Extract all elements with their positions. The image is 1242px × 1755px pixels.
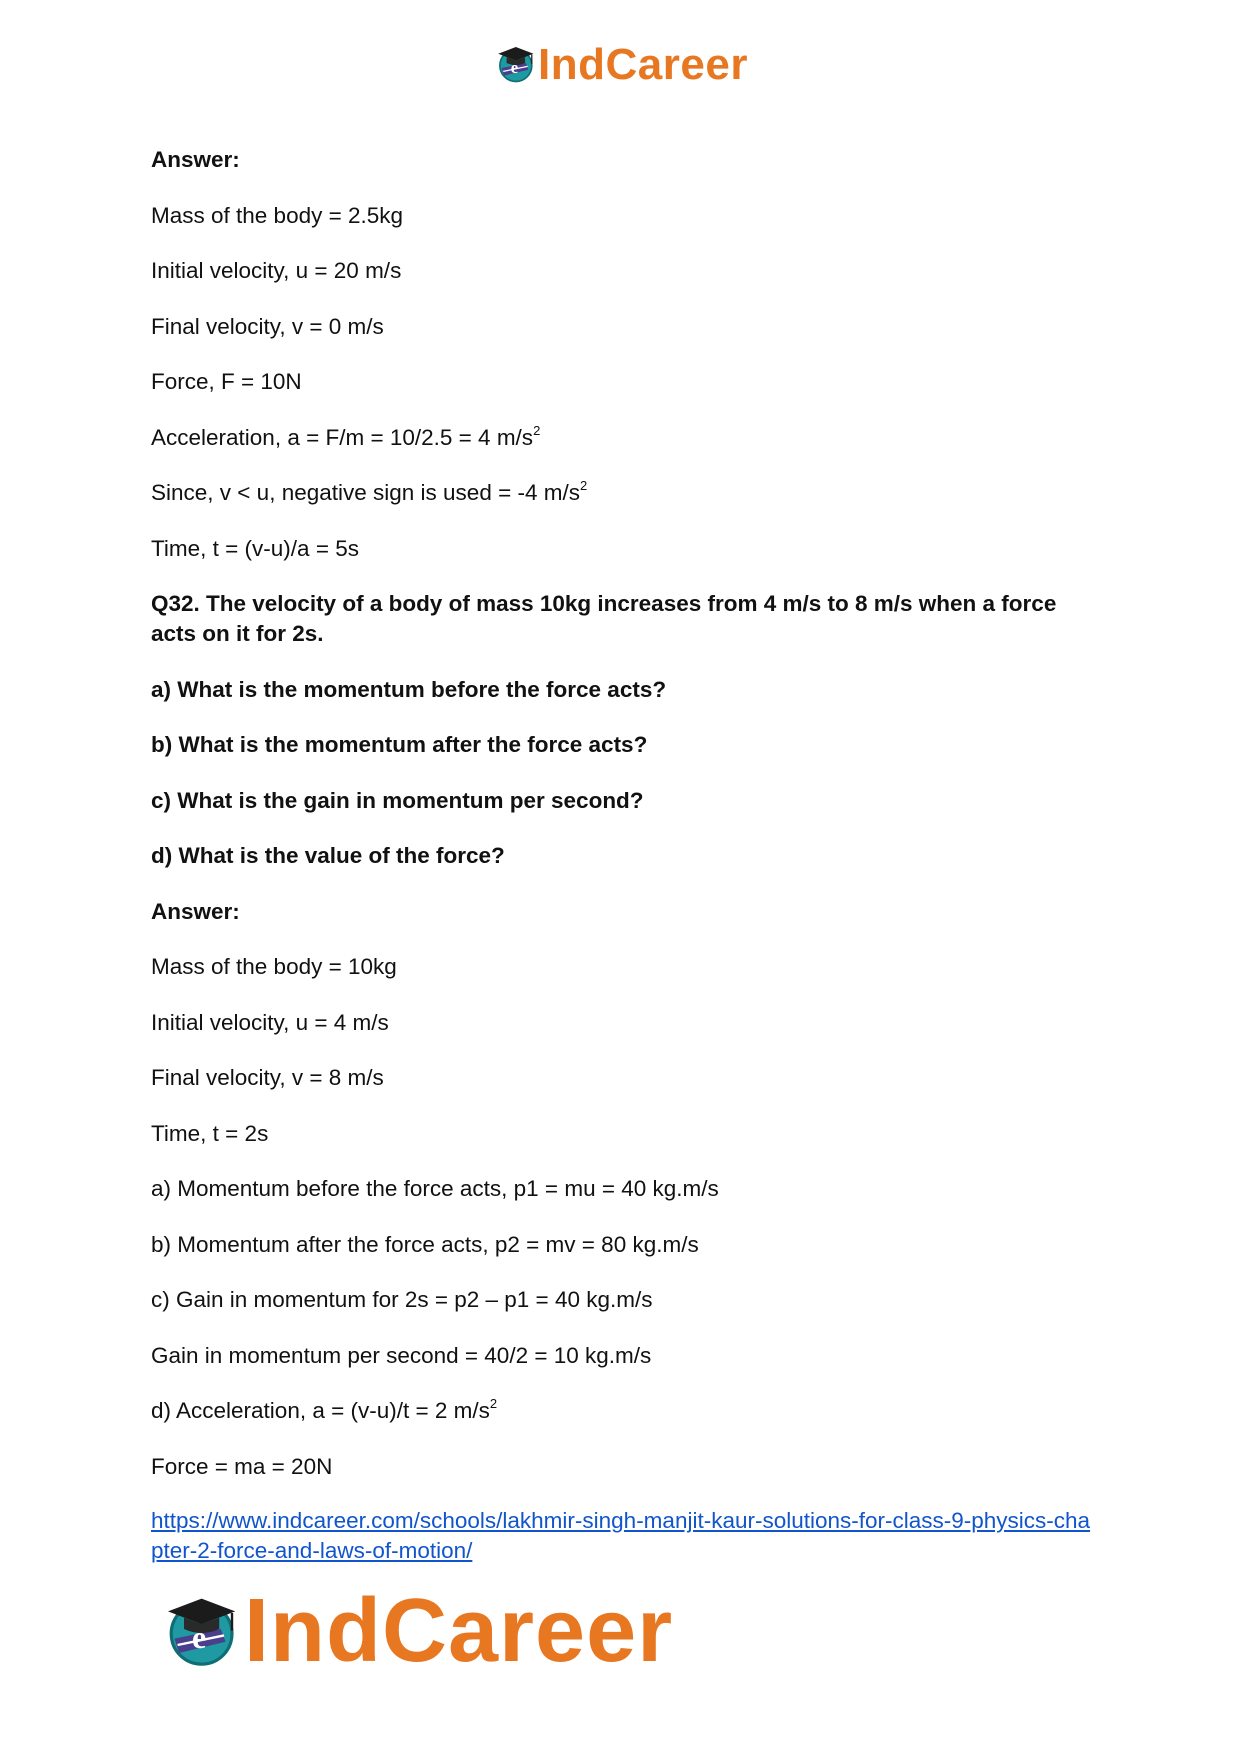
line-text: Acceleration, a = F/m = 10/2.5 = 4 m/s: [151, 424, 534, 450]
graduation-cap-book-globe-icon: [160, 1589, 240, 1674]
line-text: a) What is the momentum before the force acts?: [151, 676, 667, 702]
indcareer-logo-large: [160, 1580, 673, 1683]
document-body: [151, 145, 1091, 1566]
line-text: b) Momentum after the force acts, p2 = mv = 80 kg.m/s: [151, 1231, 699, 1257]
answer-line: [151, 1285, 1091, 1315]
line-text: Initial velocity, u = 4 m/s: [151, 1009, 389, 1035]
question-heading: [151, 145, 1091, 175]
line-text: Force = ma = 20N: [151, 1453, 333, 1479]
line-text: Time, t = (v-u)/a = 5s: [151, 535, 359, 561]
line-text: c) Gain in momentum for 2s = p2 – p1 = 40 kg.m/s: [151, 1287, 653, 1312]
line-text: Initial velocity, u = 20 m/s: [151, 258, 402, 283]
footer-logo: [160, 1580, 673, 1683]
graduation-cap-book-globe-icon: [494, 42, 536, 89]
superscript: 2: [533, 422, 541, 438]
answer-line: [151, 1174, 1091, 1204]
answer-line: [151, 423, 1091, 453]
line-text: a) Momentum before the force acts, p1 = mu = 40 kg.m/s: [151, 1176, 719, 1201]
answer-line: [151, 1341, 1091, 1371]
answer-line: [151, 1452, 1091, 1482]
line-text: Gain in momentum per second = 40/2 = 10 kg.m/s: [151, 1342, 652, 1368]
line-text: Time, t = 2s: [151, 1120, 269, 1146]
answer-line: [151, 952, 1091, 982]
svg-text:e: e: [192, 1619, 207, 1656]
question-heading: [151, 897, 1091, 927]
answer-line: [151, 201, 1091, 231]
line-text: Mass of the body = 2.5kg: [151, 202, 404, 228]
answer-line: [151, 534, 1091, 564]
superscript: 2: [579, 478, 588, 493]
source-link[interactable]: https://www.indcareer.com/schools/lakhmir-singh-manjit-kaur-solutions-for-class-9-physics-chapter-2-force-and-laws-of-motion/: [151, 1508, 1091, 1563]
question-heading: [151, 589, 1091, 649]
answer-line: [151, 1063, 1091, 1093]
line-text: Final velocity, v = 0 m/s: [151, 313, 384, 339]
line-text: Force, F = 10N: [151, 369, 302, 394]
answer-line: [151, 256, 1091, 286]
answer-line: [151, 1119, 1091, 1149]
line-text: Answer:: [151, 898, 240, 924]
indcareer-logo: [494, 40, 748, 90]
line-text: Since, v < u, negative sign is used = -4 m/s: [151, 480, 580, 505]
question-heading: [151, 841, 1091, 871]
question-heading: [151, 730, 1091, 760]
logo-wordmark: IndCareer: [538, 40, 748, 89]
line-text: d) What is the value of the force?: [151, 843, 505, 868]
question-heading: [151, 786, 1091, 816]
answer-line: [151, 1008, 1091, 1038]
line-text: c) What is the gain in momentum per second?: [151, 787, 644, 813]
line-text: Q32. The velocity of a body of mass 10kg increases from 4 m/s to 8 m/s when a force acts on it for 2s.: [151, 591, 1057, 646]
logo-wordmark: IndCareer: [244, 1581, 674, 1681]
superscript: 2: [489, 1396, 498, 1411]
header-logo: [0, 40, 1242, 90]
answer-line: [151, 1230, 1091, 1260]
answer-line: [151, 478, 1091, 508]
question-heading: [151, 675, 1091, 705]
answer-line: [151, 1396, 1091, 1426]
line-text: d) Acceleration, a = (v-u)/t = 2 m/s: [151, 1398, 490, 1423]
line-text: Final velocity, v = 8 m/s: [151, 1065, 384, 1090]
line-text: Answer:: [151, 147, 240, 172]
line-text: Mass of the body = 10kg: [151, 954, 397, 979]
answer-line: [151, 312, 1091, 342]
answer-line: [151, 367, 1091, 397]
line-text: b) What is the momentum after the force acts?: [151, 732, 648, 757]
svg-text:e: e: [510, 57, 519, 77]
